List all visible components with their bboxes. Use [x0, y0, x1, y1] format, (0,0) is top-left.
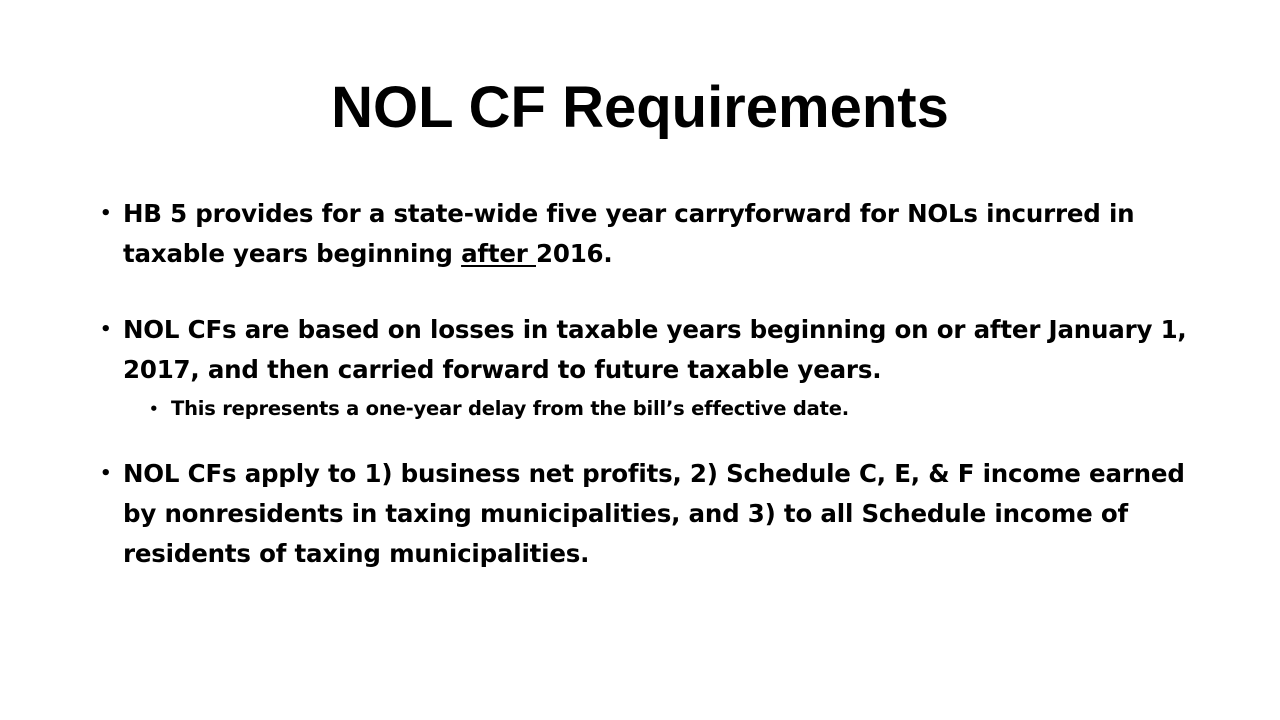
bullet-text: NOL CFs are based on losses in taxable years beginning on or after January 1, 2017, and then carried forward to future taxable years.	[123, 315, 1187, 384]
sub-bullet-item	[149, 394, 1220, 424]
bullet-text: NOL CFs apply to 1) business net profits, 2) Schedule C, E, & F income earned by nonresidents in taxing municipalities, and 3) to all Schedule income of residents of taxing municipalities.	[123, 459, 1185, 568]
slide-body	[100, 194, 1220, 574]
bullet-item	[100, 454, 1220, 574]
bullet-icon: •	[100, 319, 112, 340]
bullet-icon: •	[100, 463, 112, 484]
slide-title: NOL CF Requirements	[331, 75, 949, 140]
sub-bullet-text: This represents a one-year delay from the bill’s effective date.	[171, 397, 849, 420]
bullet-item	[100, 310, 1220, 390]
bullet-item	[100, 194, 1220, 274]
bullet-text: HB 5 provides for a state-wide five year carryforward for NOLs incurred in taxable years beginning after 2016.	[123, 199, 1135, 268]
bullet-icon: •	[149, 400, 159, 418]
underlined-text: after	[461, 239, 536, 268]
bullet-icon: •	[100, 203, 112, 224]
